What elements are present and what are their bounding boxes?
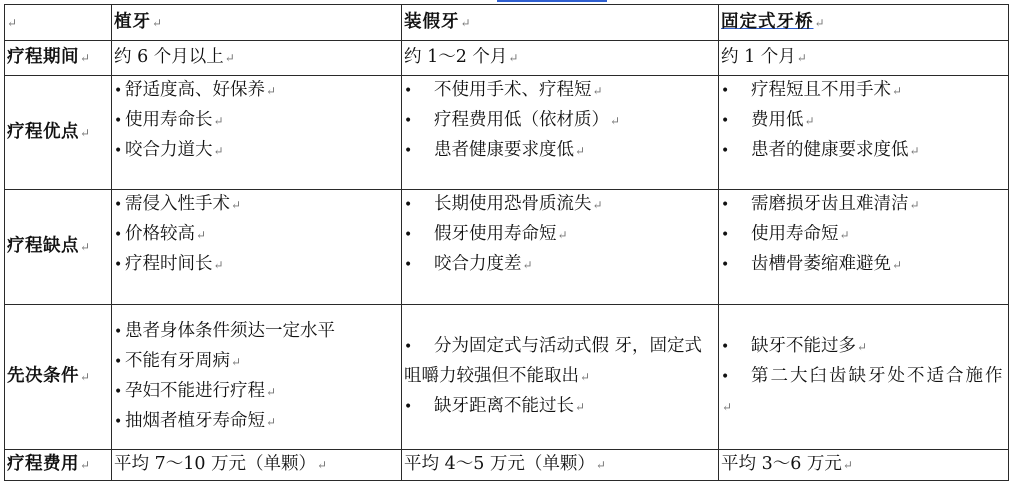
list-item-text: 患者身体条件须达一定水平 (125, 321, 335, 341)
paragraph-mark: ↵ (857, 340, 868, 354)
list-item (114, 220, 399, 250)
paragraph-mark: ↵ (610, 114, 621, 128)
bullet: • (114, 257, 123, 273)
table-row-cons (5, 190, 1009, 305)
paragraph-mark: ↵ (80, 370, 91, 384)
list-item (404, 220, 716, 250)
list-item-text: 不使用手术、疗程短 (434, 80, 592, 100)
cell-pros-denture (402, 76, 719, 190)
row-header-label: 疗程缺点 (7, 236, 79, 256)
table-row-cost (5, 450, 1009, 481)
list-item (404, 76, 716, 106)
cell-cons-implant (112, 190, 402, 305)
row-header-label: 疗程费用 (7, 454, 79, 474)
bullet: • (721, 339, 730, 355)
cell-prerequisites-bridge (719, 305, 1009, 450)
column-header-label: 植牙 (114, 11, 151, 32)
bullet: • (114, 354, 123, 370)
list-item (721, 332, 1006, 362)
row-header-pros (5, 76, 112, 190)
list-item-text: 咬合力道大 (125, 140, 213, 160)
cell-cost-bridge (719, 450, 1009, 481)
bullet: • (114, 384, 123, 400)
column-header-label: 固定式牙桥 (721, 11, 814, 32)
cell-text: 约 6 个月以上 (114, 47, 224, 67)
list-item (114, 250, 399, 280)
cell-text: 平均 4～5 万元（单颗） (404, 454, 595, 474)
list-item (114, 136, 399, 166)
row-header-duration (5, 41, 112, 76)
list-item (404, 106, 716, 136)
cell-text: 约 1～2 个月 (404, 47, 508, 67)
cell-duration-implant (112, 41, 402, 76)
bullet: • (721, 257, 730, 273)
bullet: • (114, 197, 123, 213)
row-header-cons (5, 190, 112, 305)
paragraph-mark: ↵ (80, 458, 91, 472)
paragraph-mark: ↵ (266, 84, 277, 98)
cell-pros-implant (112, 76, 402, 190)
cell-pros-bridge (719, 76, 1009, 190)
list-item-text: 孕妇不能进行疗程 (125, 381, 265, 401)
bullet: • (721, 227, 730, 243)
list-item-text: 价格较高 (125, 224, 195, 244)
list-item-text: 缺牙不能过多 (751, 336, 856, 356)
list-item-text: 需侵入性手术 (125, 194, 230, 214)
list-item-text: 第二大臼齿缺牙处不适合施作 (751, 366, 1005, 386)
list-item (404, 136, 716, 166)
row-header-label: 先决条件 (7, 366, 79, 386)
row-header-label: 疗程优点 (7, 121, 79, 142)
paragraph-mark: ↵ (152, 15, 164, 30)
list-item-text: 需磨损牙齿且难清洁 (751, 194, 909, 214)
column-header-implant (112, 5, 402, 41)
list-item-text: 费用低 (751, 110, 804, 130)
header-row (5, 5, 1009, 41)
paragraph-mark: ↵ (231, 198, 242, 212)
bullet: • (404, 143, 413, 159)
list-item-text: 不能有牙周病 (125, 351, 230, 371)
list-item (721, 76, 1006, 106)
list-item (404, 392, 716, 422)
list-item-text: 疗程短且不用手术 (751, 80, 891, 100)
cell-text: 平均 7～10 万元（单颗） (114, 454, 317, 474)
paragraph-mark: ↵ (557, 228, 568, 242)
bullet: • (114, 113, 123, 129)
paragraph-mark: ↵ (196, 228, 207, 242)
bullet: • (721, 113, 730, 129)
list-item (114, 106, 399, 136)
column-header-denture (402, 5, 719, 41)
list-item-text: 长期使用恐骨质流失 (434, 194, 592, 214)
bullet: • (404, 399, 413, 415)
table-row-prerequisites (5, 305, 1009, 450)
list-item (721, 106, 1006, 136)
table-row-duration (5, 41, 1009, 76)
paragraph-mark: ↵ (213, 144, 224, 158)
paragraph-mark: ↵ (892, 84, 903, 98)
list-item-text: 使用寿命短 (751, 224, 839, 244)
list-item (721, 220, 1006, 250)
bullet: • (721, 197, 730, 213)
bullet: • (404, 257, 413, 273)
list-item (114, 407, 399, 437)
bullet: • (114, 227, 123, 243)
list-item-text: 分为固定式与活动式假 牙，固定式咀嚼力较强但不能取出 (404, 336, 703, 386)
cell-prerequisites-denture (402, 305, 719, 450)
paragraph-mark: ↵ (266, 385, 277, 399)
table-row-pros (5, 76, 1009, 190)
row-header-cost (5, 450, 112, 481)
cell-text: 平均 3～6 万元 (721, 454, 842, 474)
paragraph-mark: ↵ (842, 458, 853, 472)
paragraph-mark: ↵ (892, 258, 903, 272)
column-header-label: 装假牙 (404, 11, 460, 32)
list-item (721, 136, 1006, 166)
bullet: • (404, 83, 413, 99)
list-item-text: 患者健康要求度低 (434, 140, 574, 160)
cell-cons-bridge (719, 190, 1009, 305)
paragraph-mark: ↵ (575, 400, 586, 414)
paragraph-mark: ↵ (592, 198, 603, 212)
list-item (721, 362, 1006, 422)
list-item-text: 缺牙距离不能过长 (434, 396, 574, 416)
list-item (114, 377, 399, 407)
bullet: • (114, 324, 123, 340)
cell-duration-bridge (719, 41, 1009, 76)
comparison-table (4, 4, 1009, 481)
cell-cost-implant (112, 450, 402, 481)
paragraph-mark: ↵ (80, 240, 91, 254)
paragraph-mark: ↵ (213, 258, 224, 272)
bullet: • (721, 143, 730, 159)
list-item-text: 假牙使用寿命短 (434, 224, 557, 244)
list-item (114, 76, 399, 106)
paragraph-mark: ↵ (909, 198, 920, 212)
cell-prerequisites-implant (112, 305, 402, 450)
list-item (114, 190, 399, 220)
row-header-label: 疗程期间 (7, 47, 79, 67)
cell-cons-denture (402, 190, 719, 305)
column-header-bridge (719, 5, 1009, 41)
list-item (114, 317, 399, 347)
paragraph-mark: ↵ (909, 144, 920, 158)
paragraph-mark: ↵ (839, 228, 850, 242)
bullet: • (404, 339, 413, 355)
paragraph-mark: ↵ (508, 51, 519, 65)
bullet: • (404, 113, 413, 129)
corner-cell (5, 5, 112, 41)
bullet: • (721, 369, 732, 385)
list-item-text: 患者的健康要求度低 (751, 140, 909, 160)
paragraph-mark: ↵ (213, 114, 224, 128)
bullet: • (114, 83, 123, 99)
paragraph-mark: ↵ (460, 15, 472, 30)
bullet: • (114, 143, 123, 159)
bullet: • (114, 414, 123, 430)
cell-duration-denture (402, 41, 719, 76)
list-item-text: 疗程费用低（依材质） (434, 110, 609, 130)
paragraph-mark: ↵ (317, 458, 328, 472)
paragraph-mark: ↵ (7, 15, 18, 30)
paragraph-mark: ↵ (580, 370, 591, 384)
list-item (404, 332, 716, 392)
paragraph-mark: ↵ (814, 15, 826, 30)
paragraph-mark: ↵ (231, 355, 242, 369)
top-edge-line (497, 0, 607, 2)
list-item (404, 250, 716, 280)
cell-cost-denture (402, 450, 719, 481)
list-item-text: 咬合力度差 (434, 254, 522, 274)
cell-text: 约 1 个月 (721, 47, 796, 67)
paragraph-mark: ↵ (804, 114, 815, 128)
paragraph-mark: ↵ (796, 51, 807, 65)
list-item (721, 250, 1006, 280)
list-item (721, 190, 1006, 220)
paragraph-mark: ↵ (80, 125, 91, 140)
bullet: • (404, 197, 413, 213)
list-item-text: 使用寿命长 (125, 110, 213, 130)
list-item (114, 347, 399, 377)
paragraph-mark: ↵ (575, 144, 586, 158)
paragraph-mark: ↵ (592, 84, 603, 98)
paragraph-mark: ↵ (722, 400, 735, 414)
list-item-text: 齿槽骨萎缩难避免 (751, 254, 891, 274)
list-item (404, 190, 716, 220)
paragraph-mark: ↵ (266, 415, 277, 429)
paragraph-mark: ↵ (522, 258, 533, 272)
paragraph-mark: ↵ (224, 51, 235, 65)
row-header-prerequisites (5, 305, 112, 450)
paragraph-mark: ↵ (80, 51, 91, 65)
bullet: • (721, 83, 730, 99)
list-item-text: 舒适度高、好保养 (125, 80, 265, 100)
bullet: • (404, 227, 413, 243)
paragraph-mark: ↵ (595, 458, 606, 472)
list-item-text: 疗程时间长 (125, 254, 213, 274)
list-item-text: 抽烟者植牙寿命短 (125, 411, 265, 431)
